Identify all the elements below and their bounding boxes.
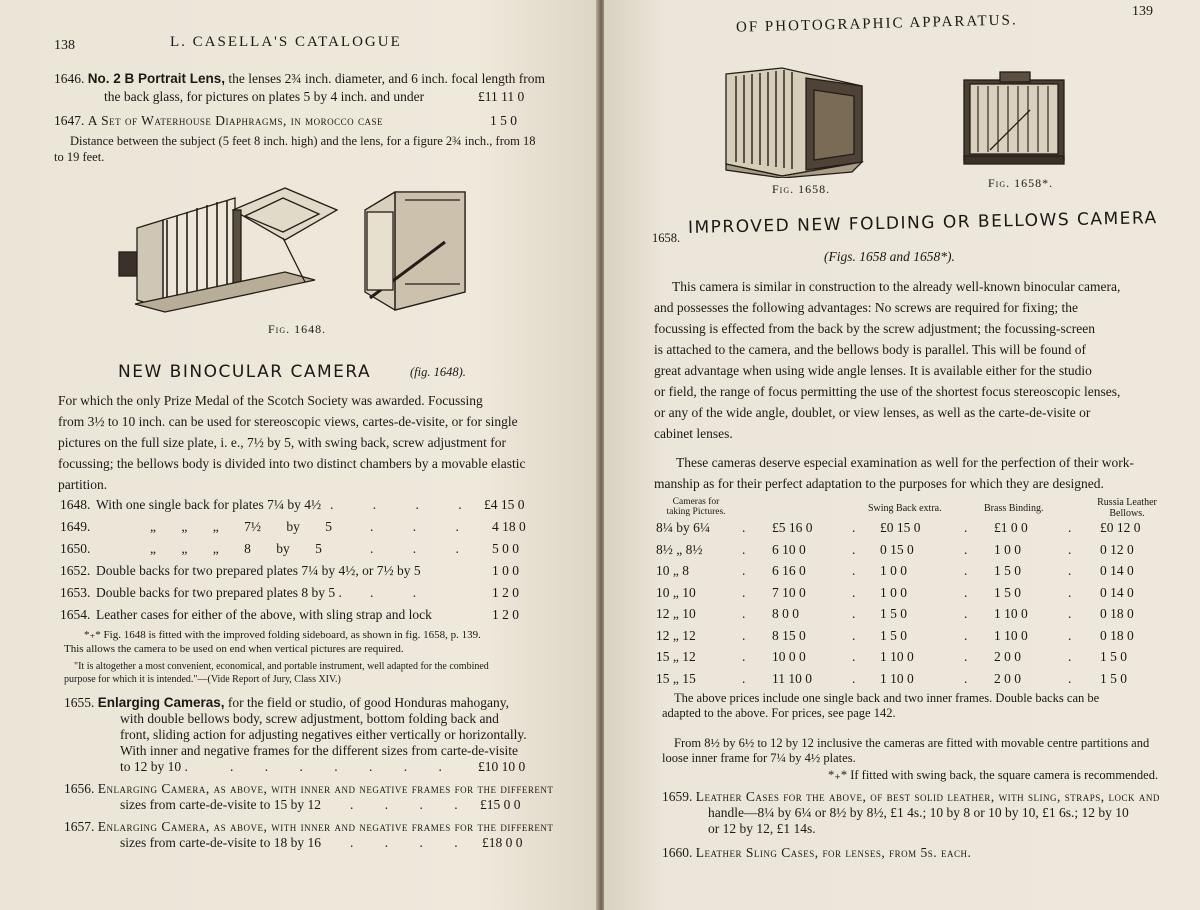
- intro-line-5: partition.: [58, 477, 108, 492]
- leader-dot: .: [1068, 541, 1072, 557]
- price-row: 1654. Leather cases for either of the above, with sling strap and lock 1 2 0: [60, 607, 519, 622]
- table-cell: 1 5 0: [1100, 670, 1127, 686]
- leader-dot: .: [852, 627, 856, 643]
- table-cell: 11 10 0: [772, 670, 812, 686]
- jury-quote: "It is altogether a most convenient, economical, and portable instrument, well adapted for the combined: [74, 661, 489, 672]
- table-cell: 12 „ 12: [656, 627, 696, 643]
- leader-dot: .: [852, 563, 856, 578]
- table-cell: 8¼ by 6¼: [656, 520, 710, 535]
- page-number-right: 139: [1132, 4, 1153, 19]
- table-cell: 1 0 0: [994, 541, 1021, 557]
- para1-line-3: focussing is effected from the back by the screw adjustment; the focussing-screen: [654, 321, 1095, 336]
- table-cell: 1 10 0: [880, 670, 914, 686]
- figure-1658-star-caption: Fig. 1658*.: [988, 176, 1054, 190]
- item-1655-line5: to 12 by 10 .: [120, 759, 188, 774]
- leader-dot: .: [852, 541, 856, 557]
- item-1647-note2: to 19 feet.: [54, 150, 105, 164]
- para1-line-4: is attached to the camera, and the bellows body is parallel. This will be found of: [654, 342, 1087, 357]
- leader-dot: .: [742, 606, 746, 621]
- figure-1648-caption: Fig. 1648.: [268, 322, 327, 336]
- table-cell: 10 „ 8: [656, 563, 689, 578]
- table-cell: £5 16 0: [772, 520, 813, 535]
- table-cell: 10 „ 10: [656, 584, 696, 600]
- running-head-left: L. CASELLA'S CATALOGUE: [170, 34, 402, 50]
- table-cell: 1 10 0: [994, 606, 1028, 621]
- table-cell: 6 16 0: [772, 563, 806, 578]
- leader-dot: .: [852, 670, 856, 686]
- price-row: 1652. Double backs for two prepared plates 7¼ by 4½, or 7½ by 5 1 0 0: [60, 563, 519, 578]
- table-row: [604, 628, 1200, 648]
- item-1656-price: £15 0 0: [480, 797, 521, 812]
- item-1656-line1: 1656. Enlarging Camera, as above, with inner and negative frames for the different: [64, 781, 554, 796]
- table-row: [604, 542, 1200, 562]
- table-cell: £0 15 0: [880, 520, 921, 535]
- table-cell: 8 15 0: [772, 627, 806, 643]
- figure-1658-caption: Fig. 1658.: [772, 182, 831, 196]
- leader-dot: .: [742, 670, 746, 686]
- running-head-right: OF PHOTOGRAPHIC APPARATUS.: [735, 12, 1018, 36]
- folded-camera-illustration: [960, 70, 1070, 166]
- after-table-5: *₊* If fitted with swing back, the square camera is recommended.: [828, 768, 1159, 782]
- after-table-3: From 8½ by 6½ to 12 by 12 inclusive the cameras are fitted with movable centre partitions and: [674, 736, 1150, 750]
- figure-1658: [722, 66, 872, 178]
- table-cell: 0 12 0: [1100, 541, 1134, 557]
- leader-dot: .: [742, 541, 746, 557]
- figure-1658-star: [960, 70, 1070, 166]
- intro-line-2: from 3½ to 10 inch. can be used for stereoscopic views, cartes-de-visite, or for single: [58, 414, 518, 429]
- price-row: 1650. „ „ „ 8 by 5 . . . 5 0 0: [60, 541, 519, 556]
- table-row: [604, 563, 1200, 583]
- leader-dot: .: [852, 649, 856, 664]
- section-num-1658: 1658.: [652, 231, 681, 245]
- item-1657-line1: 1657. Enlarging Camera, as above, with inner and negative frames for the different: [64, 819, 554, 834]
- para1-line-2: and possesses the following advantages: No screws are required for fixing; the: [654, 300, 1079, 315]
- item-1655-price: £10 10 0: [478, 759, 526, 774]
- after-table-2: adapted to the above. For prices, see page 142.: [662, 706, 896, 720]
- item-1646-price: £11 11 0: [478, 89, 525, 104]
- item-1647-price: 1 5 0: [490, 113, 517, 128]
- table-cell: 1 5 0: [994, 563, 1021, 578]
- item-1655-line4: With inner and negative frames for the different sizes from carte-de-visite: [120, 743, 519, 758]
- leader-dot: .: [742, 627, 746, 643]
- table-cell: 1 5 0: [1100, 649, 1127, 664]
- table-cell: 7 10 0: [772, 584, 806, 600]
- table-cell: 1 10 0: [994, 627, 1028, 643]
- table-cell: 10 0 0: [772, 649, 806, 664]
- section-title-folding-camera: IMPROVED NEW FOLDING OR BELLOWS CAMERA: [687, 208, 1158, 238]
- table-cell: £0 12 0: [1100, 520, 1141, 535]
- item-1657-price: £18 0 0: [482, 835, 523, 850]
- leader-dot: .: [742, 649, 746, 664]
- table-cell: 2 0 0: [994, 649, 1021, 664]
- table-row: [604, 520, 1200, 540]
- intro-line-3: pictures on the full size plate, i. e., 7½ by 5, with swing back, screw adjustment for: [58, 435, 507, 450]
- leader-dot: .: [964, 520, 968, 535]
- intro-line-1: For which the only Prize Medal of the Scotch Society was awarded. Focussing: [58, 393, 483, 408]
- table-cell: 0 18 0: [1100, 627, 1134, 643]
- leader-dot: .: [742, 520, 746, 535]
- para1-line-6: or field, the range of focus permitting the use of the shortest focus stereoscopic lenses,: [654, 384, 1121, 399]
- table-header-russia: Russia Leather Bellows.: [1097, 497, 1157, 519]
- table-cell: 0 14 0: [1100, 563, 1134, 578]
- item-1647-note1: Distance between the subject (5 feet 8 inch. high) and the lens, for a figure 2¾ inch., from 18: [70, 134, 536, 148]
- after-table-4: loose inner frame for 7¼ by 4½ plates.: [662, 751, 856, 765]
- section-title-binocular: NEW BINOCULAR CAMERA: [118, 362, 372, 382]
- table-cell: 15 „ 12: [656, 649, 696, 664]
- item-1646-line2: the back glass, for pictures on plates 5 by 4 inch. and under: [104, 89, 425, 104]
- leader-dot: .: [1068, 563, 1072, 578]
- leader-dot: .: [742, 584, 746, 600]
- item-1646-name: No. 2 B Portrait Lens,: [87, 71, 226, 86]
- leader-dot: .: [1068, 520, 1072, 535]
- figure-1648: [115, 180, 475, 315]
- note-fig-1648: *₊* Fig. 1648 is fitted with the improved folding sideboard, as shown in fig. 1658, p. 139.: [84, 629, 481, 641]
- leader-dot: .: [852, 520, 856, 535]
- table-header-swing: Swing Back extra.: [868, 503, 942, 514]
- table-row: [604, 671, 1200, 691]
- leader-dot: .: [1068, 584, 1072, 600]
- table-cell: 0 18 0: [1100, 606, 1134, 621]
- leader-dot: .: [964, 606, 968, 621]
- leader-dot: .: [1068, 606, 1072, 621]
- leader-dot: .: [964, 541, 968, 557]
- leader-dot: .: [964, 627, 968, 643]
- item-1657-dots: . . . .: [350, 835, 472, 850]
- section-ref-binocular: (fig. 1648).: [410, 365, 466, 379]
- item-1656-line2: sizes from carte-de-visite to 15 by 12: [120, 797, 321, 812]
- item-1659-line3: or 12 by 12, £1 14s.: [708, 821, 816, 836]
- leader-dot: .: [742, 563, 746, 578]
- price-row: 1653. Double backs for two prepared plates 8 by 5 . . . 1 2 0: [60, 585, 519, 600]
- table-cell: 12 „ 10: [656, 606, 696, 621]
- item-1660: 1660. Leather Sling Cases, for lenses, from 5s. each.: [662, 845, 972, 860]
- leader-dot: .: [964, 649, 968, 664]
- leader-dot: .: [1068, 649, 1072, 664]
- leader-dot: .: [1068, 670, 1072, 686]
- table-cell: 8 0 0: [772, 606, 799, 621]
- item-1659-line2: handle—8¼ by 6¼ or 8½ by 8½, £1 4s.; 10 by 8 or 10 by 10, £1 6s.; 12 by 10: [708, 805, 1129, 820]
- table-cell: 1 5 0: [880, 606, 907, 621]
- after-table-1: The above prices include one single back and two inner frames. Double backs can be: [674, 691, 1100, 705]
- para2-line-2: manship as for their perfect adaptation to the purposes for which they are designed.: [654, 476, 1104, 491]
- item-1647: 1647. A Set of Waterhouse Diaphragms, in morocco case: [54, 113, 384, 128]
- table-cell: 1 0 0: [880, 563, 907, 578]
- table-cell: 1 5 0: [994, 584, 1021, 600]
- leader-dot: .: [1068, 627, 1072, 643]
- para1-line-7: or any of the wide angle, doublet, or view lenses, as well as the carte-de-visite or: [654, 405, 1091, 420]
- leader-dot: .: [964, 563, 968, 578]
- item-1655-dots: . . . . . . .: [230, 759, 456, 774]
- table-cell: 2 0 0: [994, 670, 1021, 686]
- para1-line-8: cabinet lenses.: [654, 426, 733, 441]
- table-cell: 15 „ 15: [656, 670, 696, 686]
- note-fig-1648-cont: This allows the camera to be used on end when vertical pictures are required.: [64, 643, 404, 655]
- table-cell: 1 5 0: [880, 627, 907, 643]
- para2-line-1: These cameras deserve especial examination as well for the perfection of their work-: [676, 455, 1135, 470]
- table-row: [604, 585, 1200, 605]
- item-1655-line2: with double bellows body, screw adjustment, bottom folding back and: [120, 711, 499, 726]
- table-cell: 1 10 0: [880, 649, 914, 664]
- table-cell: £1 0 0: [994, 520, 1028, 535]
- leader-dot: .: [964, 584, 968, 600]
- folding-camera-illustration: [722, 66, 872, 178]
- intro-line-4: focussing; the bellows body is divided into two distinct chambers by a movable elastic: [58, 456, 526, 471]
- table-row: [604, 606, 1200, 626]
- left-page: [0, 0, 598, 910]
- item-1656-dots: . . . .: [350, 797, 472, 812]
- jury-quote-cont: purpose for which it is intended."—(Vide Report of Jury, Class XIV.): [64, 674, 341, 685]
- price-row: 1649. „ „ „ 7½ by 5 . . . 4 18 0: [60, 519, 526, 534]
- table-cell: 0 14 0: [1100, 584, 1134, 600]
- section-ref-folding-camera: (Figs. 1658 and 1658*).: [824, 249, 955, 264]
- item-1646-line1: 1646. No. 2 B Portrait Lens, the lenses 2¾ inch. diameter, and 6 inch. focal length from: [54, 71, 546, 86]
- leader-dot: .: [964, 670, 968, 686]
- table-row: [604, 649, 1200, 669]
- leader-dot: .: [852, 584, 856, 600]
- table-cell: 0 15 0: [880, 541, 914, 557]
- item-1659-line1: 1659. Leather Cases for the above, of best solid leather, with sling, straps, lock and: [662, 789, 1160, 804]
- binocular-camera-illustration: [115, 180, 475, 315]
- para1-line-5: great advantage when using wide angle lenses. It is available either for the studio: [654, 363, 1092, 378]
- table-cell: 8½ „ 8½: [656, 541, 703, 557]
- item-1655-line1: 1655. Enlarging Cameras, for the field or studio, of good Honduras mahogany,: [64, 695, 509, 710]
- table-header-size: Cameras for taking Pictures.: [666, 497, 726, 517]
- price-row: 1648. With one single back for plates 7¼ by 4½ . . . . £4 15 0: [60, 497, 525, 512]
- leader-dot: .: [852, 606, 856, 621]
- para1-line-1: This camera is similar in construction to the already well-known binocular camera,: [672, 279, 1121, 294]
- table-header-brass: Brass Binding.: [984, 503, 1044, 514]
- page-number-left: 138: [54, 38, 75, 53]
- item-1657-line2: sizes from carte-de-visite to 18 by 16: [120, 835, 321, 850]
- item-1655-line3: front, sliding action for adjusting negatives either vertically or horizontally.: [120, 727, 527, 742]
- table-cell: 6 10 0: [772, 541, 806, 557]
- table-cell: 1 0 0: [880, 584, 907, 600]
- right-page: [604, 0, 1200, 910]
